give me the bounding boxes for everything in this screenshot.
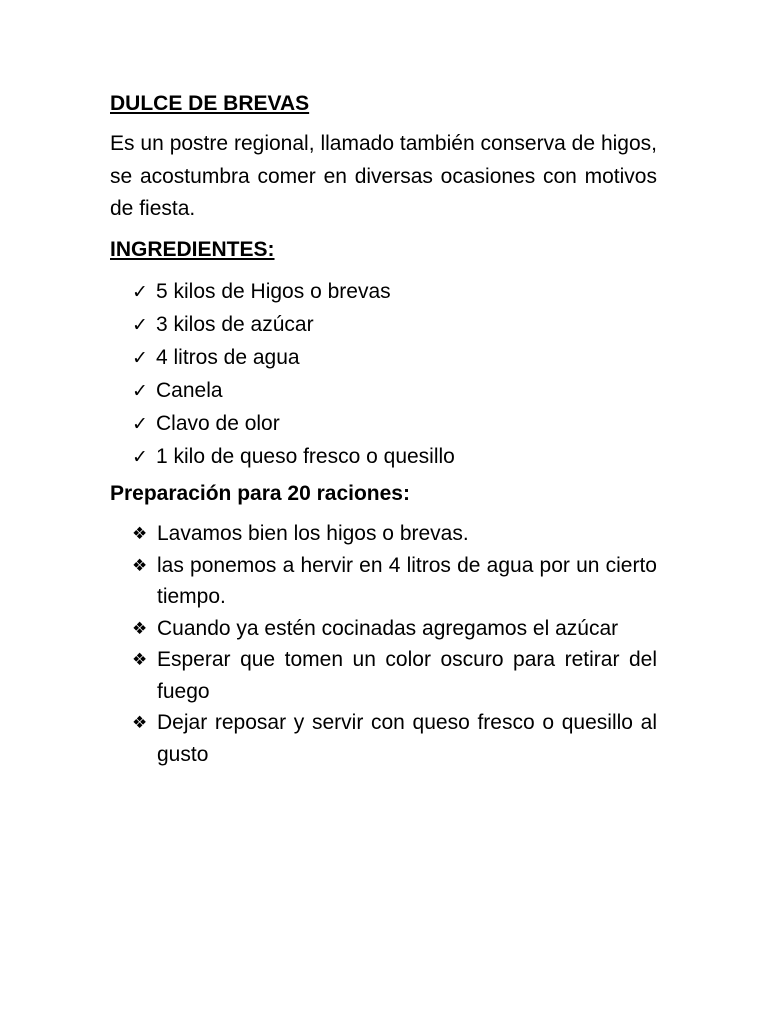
step-text: Cuando ya estén cocinadas agregamos el azúcar — [157, 616, 619, 640]
list-item — [132, 644, 657, 707]
step-text: Lavamos bien los higos o brevas. — [157, 522, 469, 545]
preparation-heading: Preparación para 20 raciones: — [110, 482, 410, 505]
list-item — [132, 707, 657, 770]
four-diamond-icon: ❖ — [132, 650, 148, 669]
step-text: las ponemos a hervir en 4 litros de agua por un cierto tiempo. — [157, 553, 657, 608]
check-mark-icon: ✓ — [132, 414, 148, 435]
ingredient-text: Canela — [156, 379, 223, 402]
check-mark-icon: ✓ — [132, 381, 148, 402]
step-text: Esperar que tomen un color oscuro para retirar del fuego — [157, 648, 657, 703]
recipe-title: DULCE DE BREVAS — [110, 92, 310, 115]
four-diamond-icon: ❖ — [132, 618, 148, 638]
list-item — [132, 408, 455, 441]
preparation-steps-list — [132, 518, 657, 770]
list-item — [132, 613, 657, 645]
intro-paragraph: Es un postre regional, llamado también conserva de higos, se acostumbra comer en diversas ocasiones con motivos de fiesta. — [110, 132, 657, 220]
list-item — [132, 518, 657, 550]
four-diamond-icon: ❖ — [132, 555, 148, 575]
list-item — [132, 441, 455, 474]
check-mark-icon: ✓ — [132, 348, 148, 369]
ingredients-heading: INGREDIENTES: — [110, 238, 275, 261]
ingredients-list — [132, 276, 455, 474]
list-item — [132, 276, 455, 309]
ingredient-text: 1 kilo de queso fresco o quesillo — [156, 445, 455, 468]
check-mark-icon: ✓ — [132, 315, 148, 336]
ingredient-text: 5 kilos de Higos o brevas — [156, 280, 391, 303]
four-diamond-icon: ❖ — [132, 713, 148, 732]
list-item — [132, 342, 455, 375]
list-item — [132, 550, 657, 613]
four-diamond-icon: ❖ — [132, 524, 148, 543]
list-item — [132, 375, 455, 408]
check-mark-icon: ✓ — [132, 447, 148, 468]
ingredient-text: Clavo de olor — [156, 412, 280, 435]
ingredient-text: 3 kilos de azúcar — [156, 313, 314, 336]
step-text: Dejar reposar y servir con queso fresco o quesillo al gusto — [157, 711, 657, 766]
ingredient-text: 4 litros de agua — [156, 346, 300, 369]
check-mark-icon: ✓ — [132, 282, 148, 303]
list-item — [132, 309, 455, 342]
